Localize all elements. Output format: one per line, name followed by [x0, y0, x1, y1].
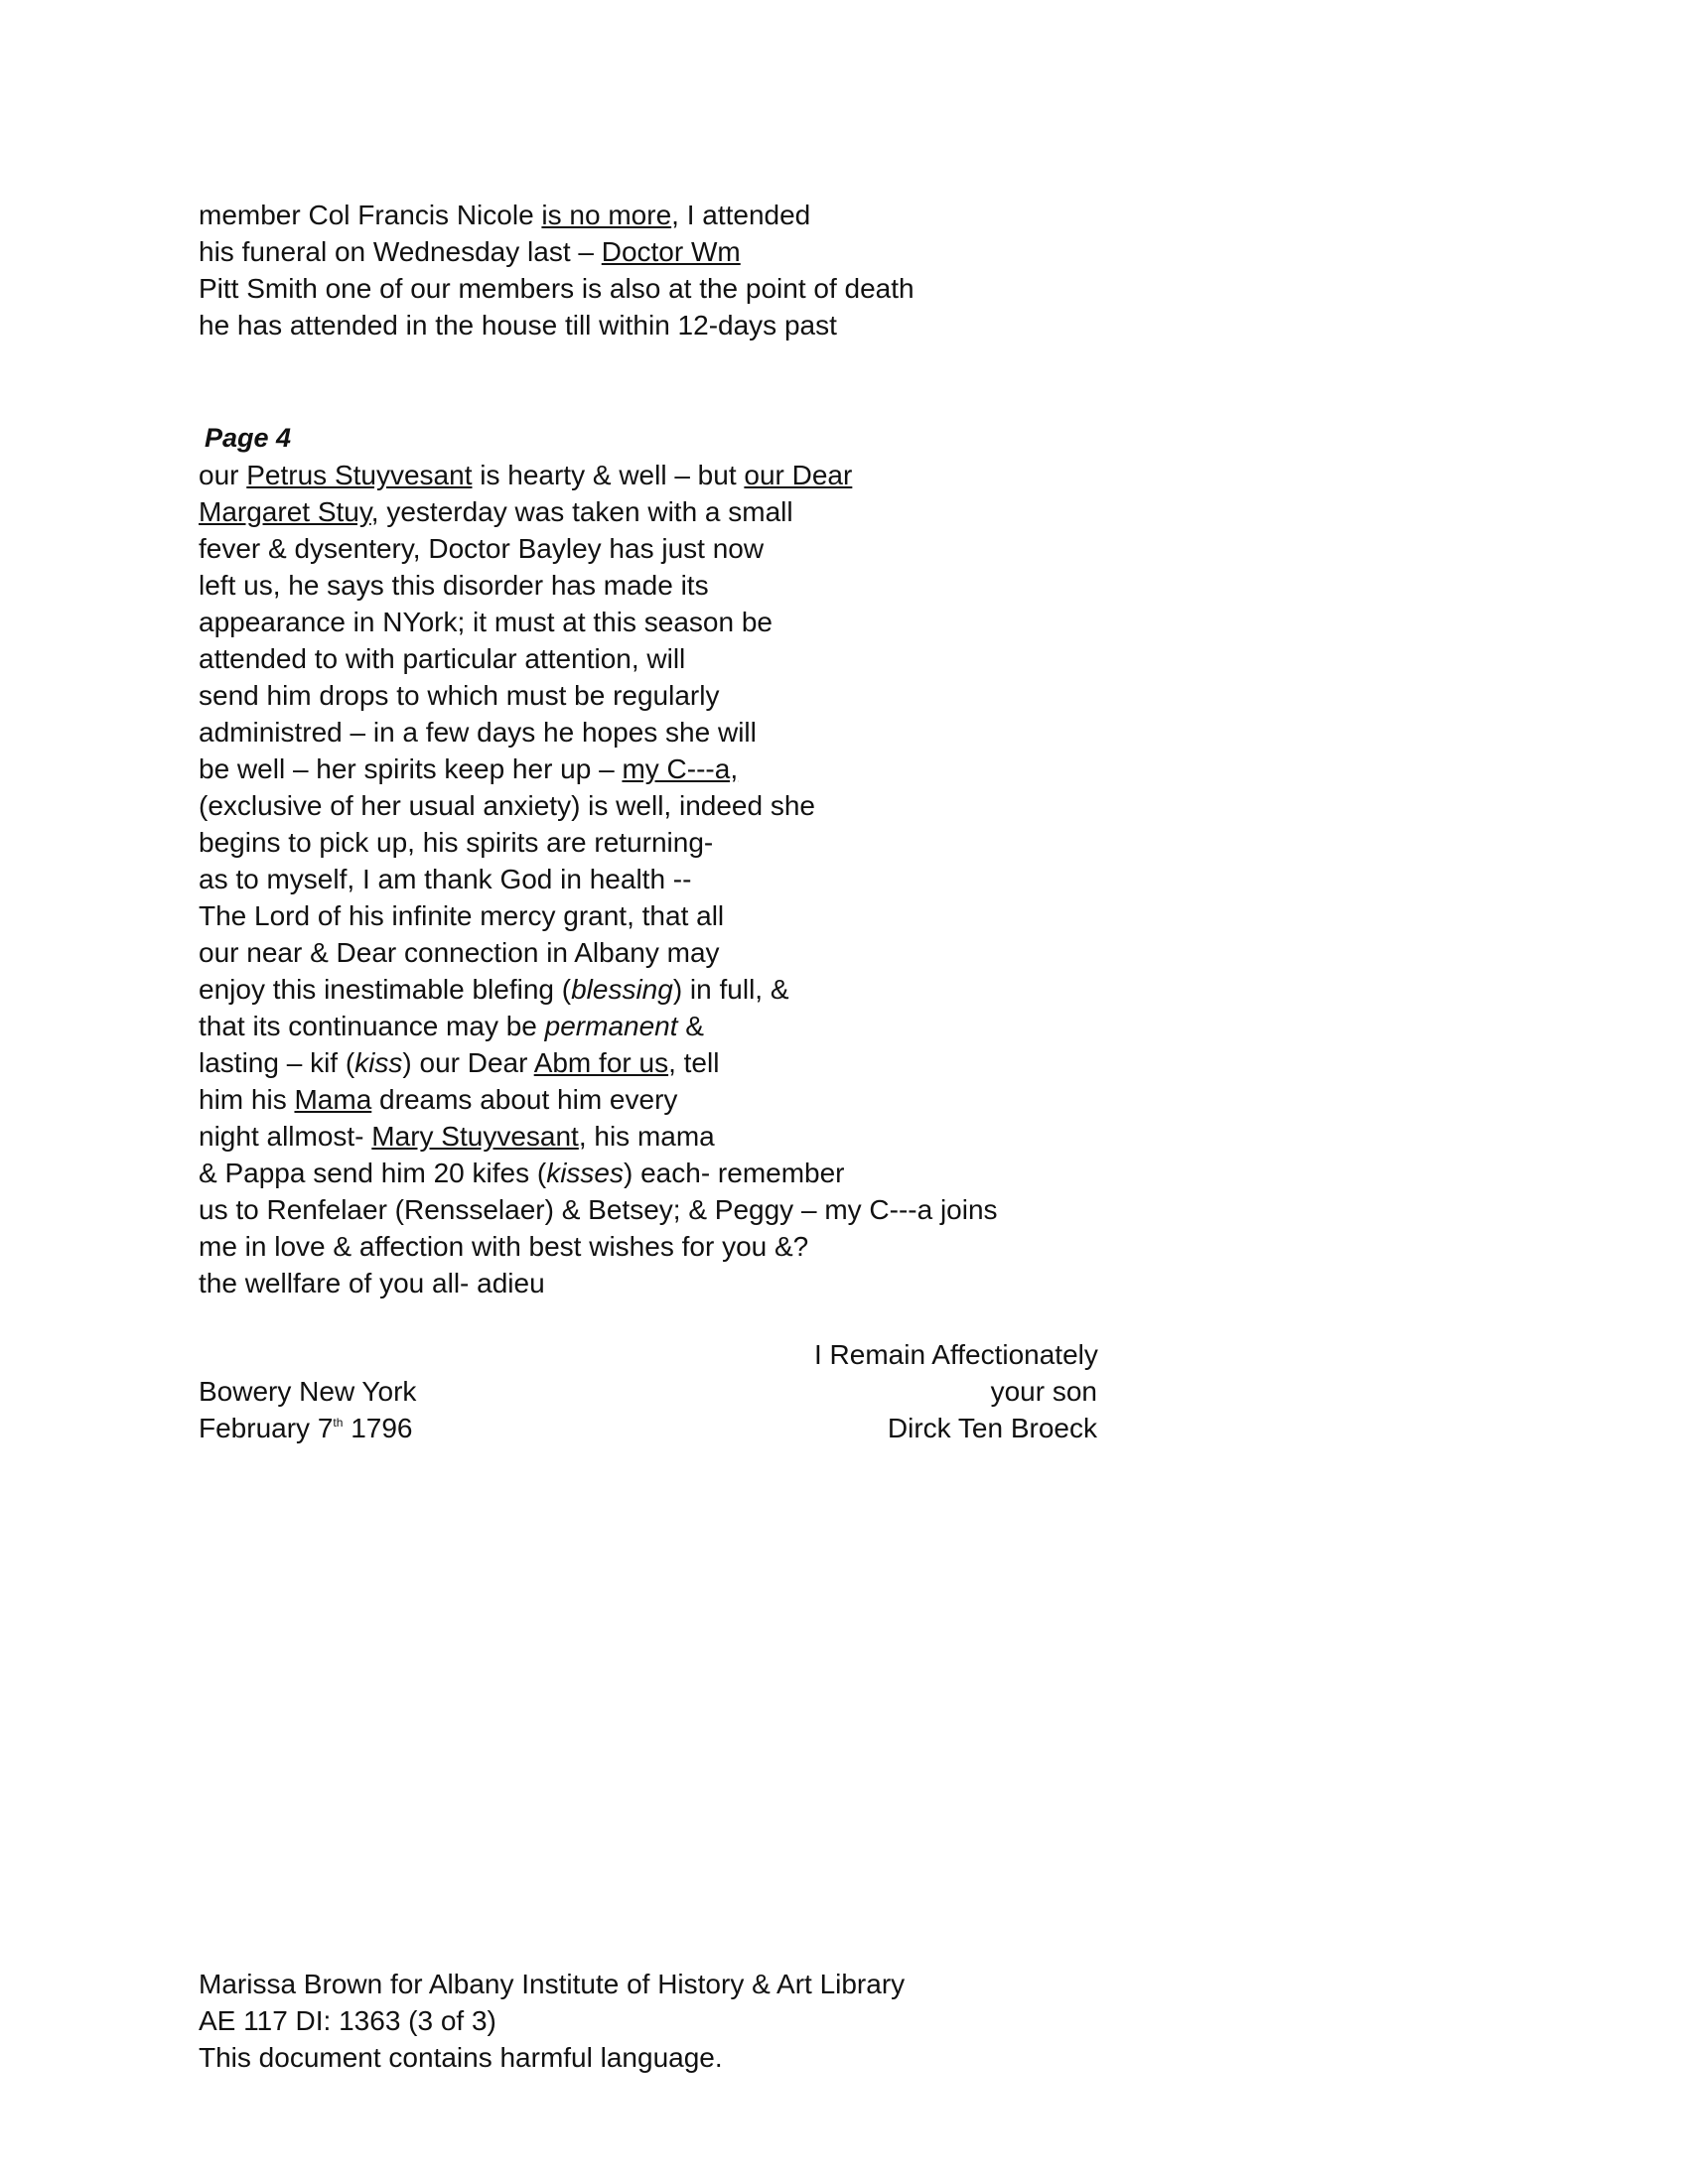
text-segment: night allmost- — [199, 1121, 372, 1152]
text-line: attended to with particular attention, will — [199, 643, 686, 674]
text-line: (exclusive of her usual anxiety) is well, indeed she — [199, 790, 815, 821]
text-segment: be well – her spirits keep her up – — [199, 753, 623, 784]
closing-line: I Remain Affectionately — [814, 1339, 1098, 1370]
text-segment: is hearty & well – but — [472, 460, 745, 490]
closing-line: your son — [990, 1376, 1097, 1407]
text-line: appearance in NYork; it must at this season be — [199, 607, 773, 637]
underlined-text: our Dear — [744, 460, 853, 490]
text-line: he has attended in the house till within 12-days past — [199, 310, 837, 341]
text-segment: , his mama — [578, 1121, 715, 1152]
text-line — [199, 751, 998, 787]
underlined-text: Petrus Stuyvesant — [246, 460, 473, 490]
footer-line: Marissa Brown for Albany Institute of History & Art Library — [199, 1969, 906, 1999]
text-line — [199, 1155, 998, 1191]
text-line — [199, 1118, 998, 1155]
underlined-text: Margaret Stuy — [199, 496, 371, 527]
text-line: us to Renfelaer (Rensselaer) & Betsey; & Peggy – my C---a joins — [199, 1194, 998, 1225]
text-line — [199, 1044, 998, 1081]
text-line: the wellfare of you all- adieu — [199, 1268, 545, 1298]
text-segment: ) our Dear — [402, 1047, 534, 1078]
text-line: send him drops to which must be regularly — [199, 680, 720, 711]
text-segment: our — [199, 460, 247, 490]
text-line: fever & dysentery, Doctor Bayley has just now — [199, 533, 765, 564]
underlined-text: Mary Stuyvesant — [371, 1121, 579, 1152]
underlined-text: my C---a, — [622, 753, 739, 784]
top-paragraph — [199, 197, 914, 343]
text-segment: that its continuance may be — [199, 1011, 545, 1041]
transcription-footer — [199, 1966, 905, 2076]
italic-text: blessing — [571, 974, 673, 1005]
letter-date — [199, 1410, 416, 1446]
footer-line: AE 117 DI: 1363 (3 of 3) — [199, 2005, 496, 2036]
text-segment: ) each- remember — [624, 1158, 845, 1188]
text-line — [199, 1081, 998, 1118]
text-segment: , I attended — [671, 200, 811, 230]
underlined-text: Mama — [294, 1084, 372, 1115]
letter-place: Bowery New York — [199, 1376, 417, 1407]
text-segment: dreams about him every — [371, 1084, 678, 1115]
text-segment: him his — [199, 1084, 295, 1115]
text-segment: member Col Francis Nicole — [199, 200, 542, 230]
italic-text: permanent — [544, 1011, 678, 1041]
superscript: th — [333, 1416, 344, 1430]
text-segment: , yesterday was taken with a small — [370, 496, 793, 527]
text-segment: lasting – kif ( — [199, 1047, 355, 1078]
text-segment: February 7 — [199, 1413, 334, 1443]
text-line: Pitt Smith one of our members is also at the point of death — [199, 273, 914, 304]
text-line: begins to pick up, his spirits are returning- — [199, 827, 714, 858]
footer-line: This document contains harmful language. — [199, 2042, 723, 2073]
text-segment: ) in full, & — [672, 974, 789, 1005]
text-line: me in love & affection with best wishes for you &? — [199, 1231, 809, 1262]
page4-paragraph — [199, 457, 998, 1301]
underlined-text: is no more — [541, 200, 672, 230]
text-line: left us, he says this disorder has made its — [199, 570, 709, 601]
text-segment: , tell — [668, 1047, 720, 1078]
text-line: as to myself, I am thank God in health -- — [199, 864, 692, 894]
underlined-text: Doctor Wm — [601, 236, 741, 267]
italic-text: kisses — [546, 1158, 624, 1188]
text-line — [199, 493, 998, 530]
text-segment: 1796 — [343, 1413, 413, 1443]
text-segment: enjoy this inestimable blefing ( — [199, 974, 572, 1005]
page-heading: Page 4 — [205, 423, 292, 453]
text-line — [199, 197, 914, 233]
place-and-date — [199, 1373, 416, 1446]
signature-name: Dirck Ten Broeck — [887, 1413, 1097, 1443]
underlined-text: Abm for us — [533, 1047, 669, 1078]
italic-text: kiss — [354, 1047, 403, 1078]
text-segment: & — [677, 1011, 704, 1041]
text-segment: his funeral on Wednesday last – — [199, 236, 602, 267]
text-line: administred – in a few days he hopes she will — [199, 717, 757, 748]
text-line — [199, 1008, 998, 1044]
text-line: our near & Dear connection in Albany may — [199, 937, 720, 968]
text-segment: & Pappa send him 20 kifes ( — [199, 1158, 547, 1188]
text-line — [199, 971, 998, 1008]
text-line: The Lord of his infinite mercy grant, that all — [199, 900, 725, 931]
text-line — [199, 457, 998, 493]
letter-closing — [814, 1336, 1097, 1446]
text-line — [199, 233, 914, 270]
